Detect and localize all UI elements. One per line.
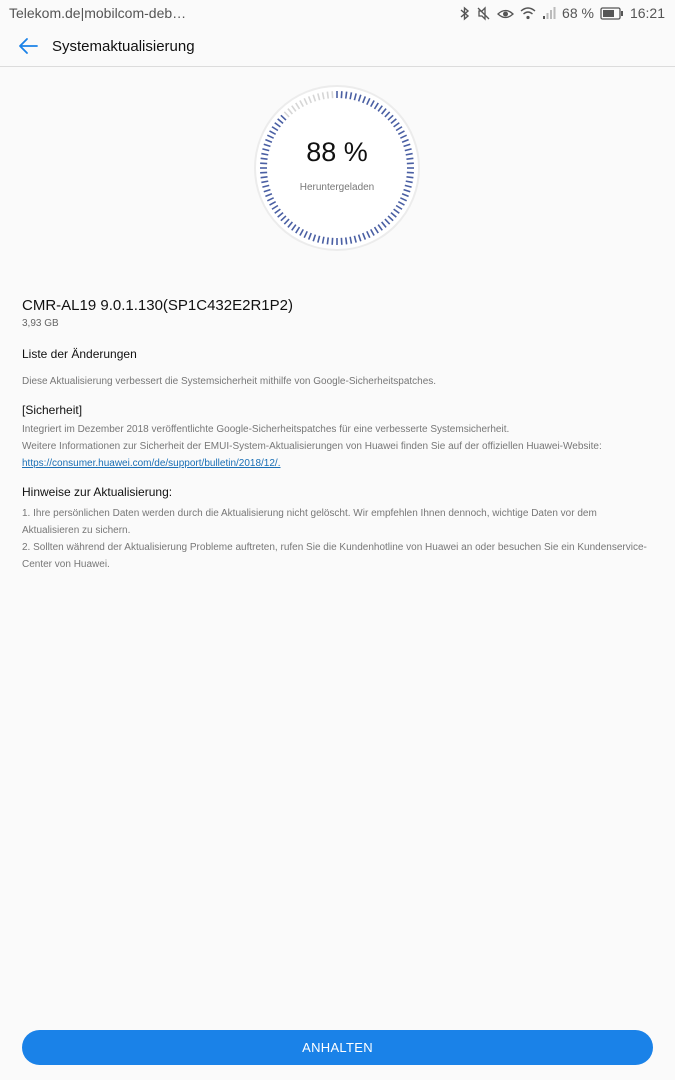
update-details bbox=[22, 297, 652, 573]
carrier-name: Telekom.de|mobilcom-deb… bbox=[9, 5, 187, 21]
eye-comfort-icon bbox=[497, 6, 514, 21]
download-progress bbox=[253, 84, 421, 252]
progress-percent: 88 % bbox=[306, 137, 368, 167]
changes-heading: Liste der Änderungen bbox=[22, 347, 137, 361]
security-line-2: Weitere Informationen zur Sicherheit der EMUI-System-Aktualisierungen von Huawei finden Sie auf der offiziellen Huawei-Website: bbox=[22, 441, 602, 452]
page-title: Systemaktualisierung bbox=[52, 37, 195, 55]
note-1: 1. Ihre persönlichen Daten werden durch die Aktualisierung nicht gelöscht. Wir empfehlen Ihnen dennoch, wichtige Daten vor dem Aktualisieren zu sichern. bbox=[22, 508, 597, 536]
wifi-icon bbox=[520, 6, 536, 20]
security-line-1: Integriert im Dezember 2018 veröffentlichte Google-Sicherheitspatches für eine verbesserte Systemsicherheit. bbox=[22, 424, 510, 435]
app-bar bbox=[0, 26, 675, 67]
security-heading: [Sicherheit] bbox=[22, 403, 83, 417]
battery-icon bbox=[600, 7, 624, 20]
arrow-left-icon[interactable] bbox=[18, 35, 40, 57]
status-icons bbox=[459, 5, 665, 21]
progress-caption: Heruntergeladen bbox=[299, 182, 375, 193]
update-size: 3,93 GB bbox=[22, 318, 59, 329]
pause-button[interactable]: ANHALTEN bbox=[22, 1030, 653, 1065]
bluetooth-icon bbox=[459, 6, 470, 21]
note-2: 2. Sollten während der Aktualisierung Probleme auftreten, rufen Sie die Kundenhotline von Huawei an oder besuchen Sie ein Kundenservice-Center von Huawei. bbox=[22, 542, 647, 570]
update-version: CMR-AL19 9.0.1.130(SP1C432E2R1P2) bbox=[22, 297, 293, 314]
security-bulletin-link[interactable]: https://consumer.huawei.com/de/support/bulletin/2018/12/. bbox=[22, 458, 281, 469]
status-bar bbox=[0, 0, 675, 26]
notes-heading: Hinweise zur Aktualisierung: bbox=[22, 485, 173, 499]
progress-center bbox=[253, 84, 421, 252]
battery-percent: 68 % bbox=[562, 5, 594, 21]
mute-icon bbox=[476, 6, 491, 21]
clock: 16:21 bbox=[629, 5, 665, 21]
changes-text: Diese Aktualisierung verbessert die Systemsicherheit mithilfe von Google-Sicherheitspatches. bbox=[22, 376, 437, 387]
signal-icon bbox=[542, 6, 556, 20]
